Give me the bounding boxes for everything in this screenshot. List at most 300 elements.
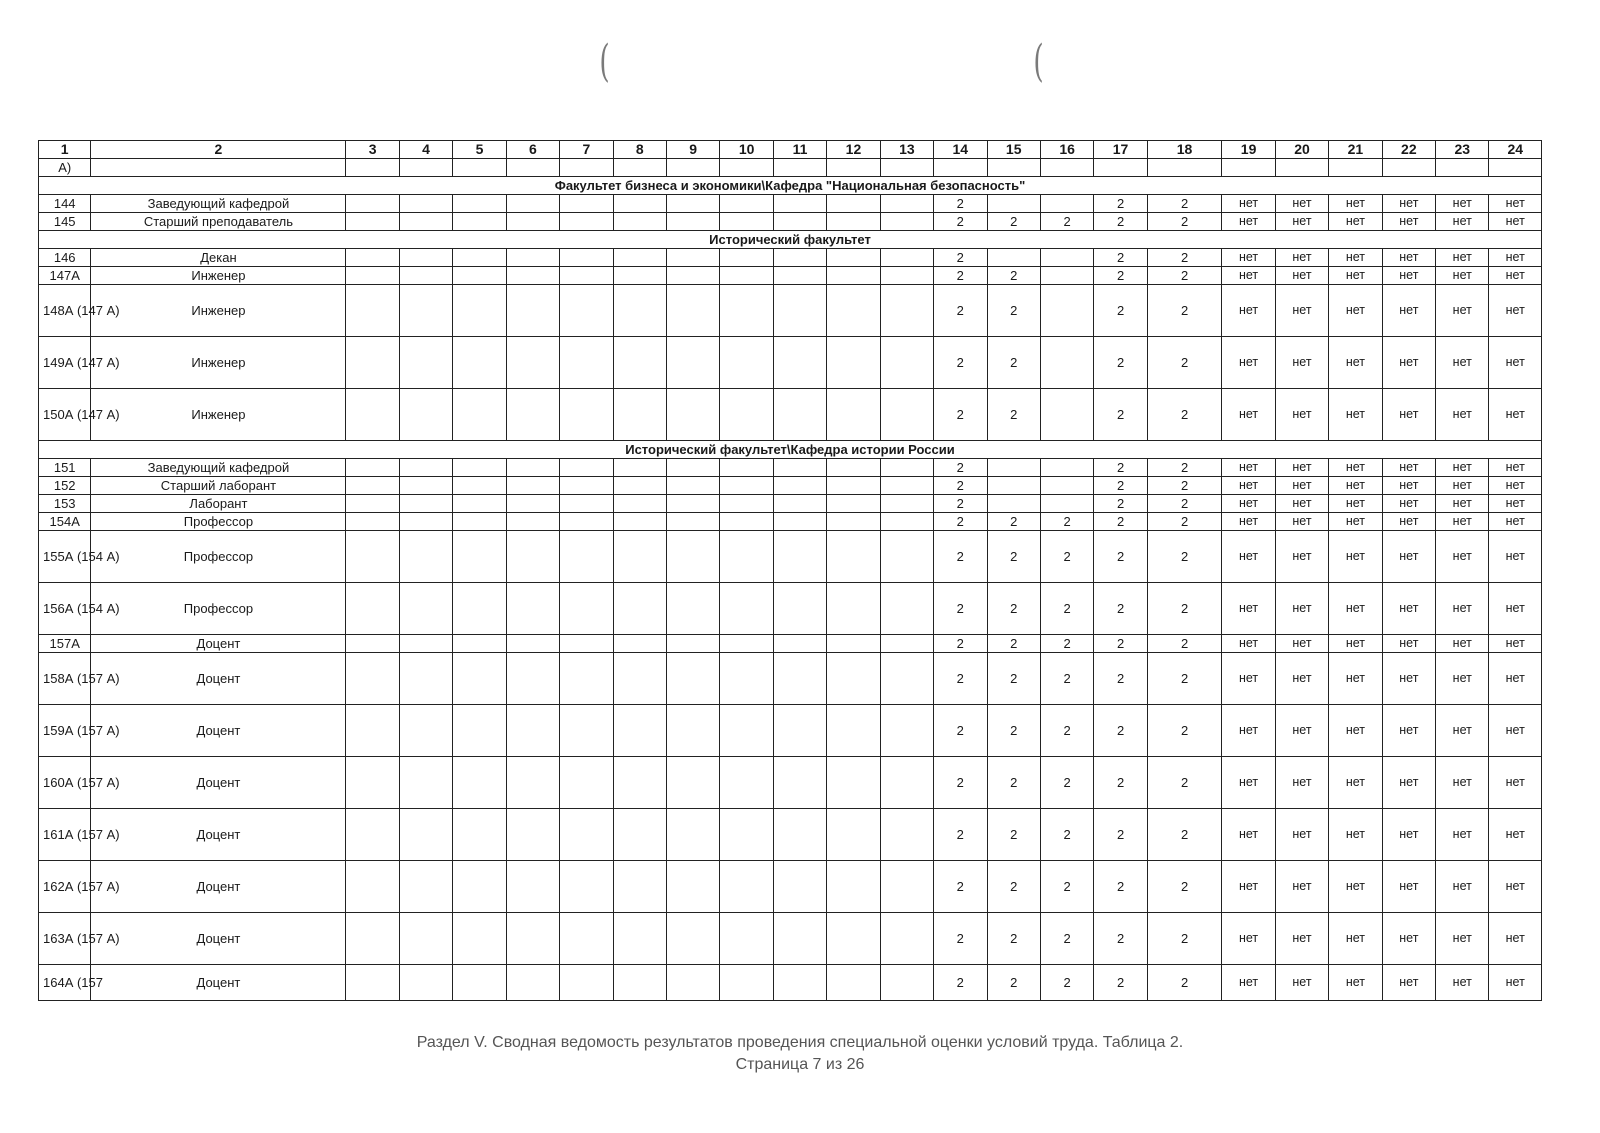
class-col-14: 2 — [934, 635, 987, 653]
class-col-18: 2 — [1147, 513, 1222, 531]
flag-col-19: нет — [1222, 757, 1275, 809]
flag-col-21: нет — [1329, 513, 1382, 531]
class-col-17: 2 — [1094, 635, 1147, 653]
class-col-16: 2 — [1040, 913, 1093, 965]
flag-col-22: нет — [1382, 477, 1435, 495]
class-col-17: 2 — [1094, 477, 1147, 495]
flag-col-20: нет — [1275, 213, 1328, 231]
table-cell — [720, 809, 773, 861]
table-cell — [453, 705, 506, 757]
table-cell — [613, 809, 666, 861]
table-cell — [506, 213, 559, 231]
class-col-18: 2 — [1147, 653, 1222, 705]
class-col-18: 2 — [1147, 635, 1222, 653]
table-cell — [720, 477, 773, 495]
class-col-17: 2 — [1094, 513, 1147, 531]
flag-col-20: нет — [1275, 285, 1328, 337]
table-row — [39, 267, 1542, 285]
table-row — [39, 965, 1542, 1001]
table-cell — [346, 513, 399, 531]
table-cell — [880, 913, 933, 965]
flag-col-22: нет — [1382, 513, 1435, 531]
table-cell — [613, 159, 666, 177]
table-cell — [560, 389, 613, 441]
class-col-18: 2 — [1147, 495, 1222, 513]
table-cell — [827, 583, 880, 635]
table-cell — [560, 195, 613, 213]
table-cell — [613, 389, 666, 441]
class-col-15: 2 — [987, 213, 1040, 231]
flag-col-19: нет — [1222, 513, 1275, 531]
table-cell — [880, 195, 933, 213]
table-cell — [560, 705, 613, 757]
table-cell — [827, 459, 880, 477]
flag-col-20: нет — [1275, 809, 1328, 861]
table-cell — [346, 213, 399, 231]
flag-col-19: нет — [1222, 495, 1275, 513]
position-name: Лаборант — [91, 495, 346, 513]
table-cell — [880, 495, 933, 513]
table-cell — [399, 757, 452, 809]
section-title: Исторический факультет — [39, 231, 1542, 249]
class-col-18: 2 — [1147, 809, 1222, 861]
class-col-14: 2 — [934, 653, 987, 705]
table-cell — [827, 267, 880, 285]
table-cell — [666, 249, 719, 267]
table-row — [39, 477, 1542, 495]
table-cell — [1436, 159, 1489, 177]
table-cell — [346, 583, 399, 635]
flag-col-22: нет — [1382, 249, 1435, 267]
table-cell — [613, 965, 666, 1001]
table-cell — [506, 635, 559, 653]
flag-col-20: нет — [1275, 757, 1328, 809]
table-cell — [666, 705, 719, 757]
flag-col-22: нет — [1382, 635, 1435, 653]
table-cell — [773, 583, 826, 635]
flag-col-19: нет — [1222, 653, 1275, 705]
flag-col-24: нет — [1489, 389, 1542, 441]
position-name: Старший преподаватель — [91, 213, 346, 231]
table-cell — [880, 337, 933, 389]
class-col-16 — [1040, 285, 1093, 337]
flag-col-22: нет — [1382, 653, 1435, 705]
table-cell — [506, 757, 559, 809]
table-cell — [399, 195, 452, 213]
flag-col-23: нет — [1436, 195, 1489, 213]
flag-col-23: нет — [1436, 809, 1489, 861]
table-cell — [346, 249, 399, 267]
class-col-17: 2 — [1094, 861, 1147, 913]
table-cell — [827, 635, 880, 653]
class-col-14: 2 — [934, 861, 987, 913]
column-header: 17 — [1094, 141, 1147, 159]
table-cell — [720, 337, 773, 389]
table-cell — [560, 249, 613, 267]
table-cell — [880, 809, 933, 861]
flag-col-24: нет — [1489, 477, 1542, 495]
column-number-header — [39, 141, 1542, 159]
table-cell — [399, 389, 452, 441]
column-header: 19 — [1222, 141, 1275, 159]
class-col-18: 2 — [1147, 389, 1222, 441]
table-cell — [880, 285, 933, 337]
class-col-17: 2 — [1094, 267, 1147, 285]
table-cell — [720, 635, 773, 653]
class-col-14: 2 — [934, 705, 987, 757]
row-number: 154А — [39, 513, 91, 531]
flag-col-21: нет — [1329, 861, 1382, 913]
table-cell — [720, 913, 773, 965]
class-col-14: 2 — [934, 757, 987, 809]
table-cell — [613, 195, 666, 213]
table-cell — [399, 249, 452, 267]
table-cell — [346, 531, 399, 583]
table-cell — [560, 653, 613, 705]
table-cell — [666, 635, 719, 653]
class-col-18: 2 — [1147, 913, 1222, 965]
row-number: 161А (157 А) — [39, 809, 91, 861]
table-cell — [613, 459, 666, 477]
flag-col-23: нет — [1436, 913, 1489, 965]
flag-col-24: нет — [1489, 513, 1542, 531]
row-number: 151 — [39, 459, 91, 477]
column-header: 14 — [934, 141, 987, 159]
table-cell — [346, 635, 399, 653]
table-cell — [720, 757, 773, 809]
class-col-17: 2 — [1094, 195, 1147, 213]
table-cell — [1489, 159, 1542, 177]
table-cell — [560, 965, 613, 1001]
flag-col-21: нет — [1329, 195, 1382, 213]
table-cell — [346, 809, 399, 861]
table-cell — [880, 249, 933, 267]
table-cell — [346, 495, 399, 513]
table-cell — [827, 653, 880, 705]
table-cell — [453, 459, 506, 477]
class-col-17: 2 — [1094, 531, 1147, 583]
table-cell — [560, 809, 613, 861]
table-cell — [453, 159, 506, 177]
table-cell — [346, 267, 399, 285]
table-cell — [506, 159, 559, 177]
flag-col-20: нет — [1275, 705, 1328, 757]
flag-col-23: нет — [1436, 635, 1489, 653]
column-header: 16 — [1040, 141, 1093, 159]
flag-col-23: нет — [1436, 757, 1489, 809]
column-header: 1 — [39, 141, 91, 159]
table-cell — [880, 861, 933, 913]
class-col-14: 2 — [934, 459, 987, 477]
table-cell — [720, 213, 773, 231]
table-cell — [613, 635, 666, 653]
table-cell — [1382, 159, 1435, 177]
flag-col-22: нет — [1382, 495, 1435, 513]
row-number: 153 — [39, 495, 91, 513]
position-name: Доцент — [91, 757, 346, 809]
table-cell — [613, 337, 666, 389]
row-number: 156А (154 А) — [39, 583, 91, 635]
row-number: 158А (157 А) — [39, 653, 91, 705]
class-col-18: 2 — [1147, 531, 1222, 583]
column-header: 23 — [1436, 141, 1489, 159]
column-header: 18 — [1147, 141, 1222, 159]
class-col-17: 2 — [1094, 337, 1147, 389]
table-cell — [880, 459, 933, 477]
table-cell — [1329, 159, 1382, 177]
table-cell — [773, 285, 826, 337]
column-header: 10 — [720, 141, 773, 159]
flag-col-23: нет — [1436, 965, 1489, 1001]
table-cell — [827, 861, 880, 913]
table-cell — [453, 477, 506, 495]
table-cell — [560, 495, 613, 513]
flag-col-21: нет — [1329, 757, 1382, 809]
class-col-17: 2 — [1094, 389, 1147, 441]
flag-col-21: нет — [1329, 249, 1382, 267]
table-row — [39, 861, 1542, 913]
column-header: 22 — [1382, 141, 1435, 159]
class-col-17: 2 — [1094, 653, 1147, 705]
table-cell — [453, 531, 506, 583]
flag-col-24: нет — [1489, 249, 1542, 267]
table-cell — [453, 337, 506, 389]
flag-col-22: нет — [1382, 531, 1435, 583]
table-cell — [1275, 159, 1328, 177]
table-cell — [773, 809, 826, 861]
table-cell — [666, 809, 719, 861]
class-col-17: 2 — [1094, 583, 1147, 635]
flag-col-22: нет — [1382, 965, 1435, 1001]
flag-col-23: нет — [1436, 477, 1489, 495]
flag-col-24: нет — [1489, 531, 1542, 583]
flag-col-21: нет — [1329, 965, 1382, 1001]
flag-col-23: нет — [1436, 285, 1489, 337]
flag-col-22: нет — [1382, 913, 1435, 965]
table-cell — [506, 285, 559, 337]
table-cell — [453, 495, 506, 513]
table-cell — [880, 635, 933, 653]
table-cell — [827, 285, 880, 337]
table-cell — [560, 757, 613, 809]
table-cell — [666, 159, 719, 177]
class-col-14: 2 — [934, 285, 987, 337]
class-col-15: 2 — [987, 653, 1040, 705]
table-row — [39, 635, 1542, 653]
class-col-14: 2 — [934, 389, 987, 441]
table-cell — [827, 705, 880, 757]
table-cell — [773, 531, 826, 583]
class-col-17: 2 — [1094, 459, 1147, 477]
table-cell — [560, 459, 613, 477]
column-header: 24 — [1489, 141, 1542, 159]
class-col-15: 2 — [987, 757, 1040, 809]
table-cell — [346, 757, 399, 809]
flag-col-21: нет — [1329, 477, 1382, 495]
table-cell — [613, 249, 666, 267]
table-cell — [399, 583, 452, 635]
position-name: Доцент — [91, 809, 346, 861]
flag-col-23: нет — [1436, 267, 1489, 285]
punch-hole-mark-left: ( — [599, 36, 610, 87]
class-col-14: 2 — [934, 513, 987, 531]
row-number: 145 — [39, 213, 91, 231]
class-col-15: 2 — [987, 285, 1040, 337]
table-cell — [827, 195, 880, 213]
flag-col-23: нет — [1436, 653, 1489, 705]
flag-col-22: нет — [1382, 809, 1435, 861]
column-header: 8 — [613, 141, 666, 159]
table-cell — [827, 757, 880, 809]
table-cell — [666, 653, 719, 705]
column-header: 2 — [91, 141, 346, 159]
flag-col-19: нет — [1222, 965, 1275, 1001]
table-row — [39, 705, 1542, 757]
table-cell — [773, 477, 826, 495]
section-title: Факультет бизнеса и экономики\Кафедра "Национальная безопасность" — [39, 177, 1542, 195]
table-row — [39, 583, 1542, 635]
table-cell — [346, 965, 399, 1001]
punch-hole-mark-right: ( — [1033, 36, 1044, 87]
table-cell — [666, 965, 719, 1001]
position-name: Доцент — [91, 653, 346, 705]
flag-col-24: нет — [1489, 495, 1542, 513]
flag-col-20: нет — [1275, 861, 1328, 913]
table-cell — [880, 705, 933, 757]
table-cell — [773, 513, 826, 531]
position-name: Старший лаборант — [91, 477, 346, 495]
class-col-18: 2 — [1147, 477, 1222, 495]
column-header: 12 — [827, 141, 880, 159]
table-cell — [613, 495, 666, 513]
flag-col-19: нет — [1222, 459, 1275, 477]
flag-col-21: нет — [1329, 337, 1382, 389]
class-col-17: 2 — [1094, 913, 1147, 965]
flag-col-19: нет — [1222, 389, 1275, 441]
class-col-15 — [987, 249, 1040, 267]
row-number: 163А (157 А) — [39, 913, 91, 965]
column-header: 5 — [453, 141, 506, 159]
column-header: 21 — [1329, 141, 1382, 159]
table-cell — [506, 705, 559, 757]
class-col-14: 2 — [934, 531, 987, 583]
table-cell — [666, 195, 719, 213]
class-col-18: 2 — [1147, 757, 1222, 809]
table-cell — [880, 213, 933, 231]
table-cell — [506, 459, 559, 477]
table-cell — [453, 861, 506, 913]
class-col-15 — [987, 195, 1040, 213]
flag-col-24: нет — [1489, 583, 1542, 635]
table-cell — [346, 337, 399, 389]
class-col-15: 2 — [987, 337, 1040, 389]
table-cell — [880, 965, 933, 1001]
flag-col-23: нет — [1436, 583, 1489, 635]
flag-col-22: нет — [1382, 459, 1435, 477]
flag-col-24: нет — [1489, 267, 1542, 285]
class-col-15: 2 — [987, 809, 1040, 861]
flag-col-19: нет — [1222, 249, 1275, 267]
table-cell — [346, 285, 399, 337]
class-col-16: 2 — [1040, 513, 1093, 531]
table-cell — [346, 477, 399, 495]
position-name: Доцент — [91, 635, 346, 653]
position-name: Заведующий кафедрой — [91, 195, 346, 213]
flag-col-24: нет — [1489, 635, 1542, 653]
column-header: 4 — [399, 141, 452, 159]
flag-col-20: нет — [1275, 635, 1328, 653]
table-cell — [399, 495, 452, 513]
flag-col-23: нет — [1436, 861, 1489, 913]
table-cell — [560, 861, 613, 913]
table-cell — [666, 337, 719, 389]
class-col-14: 2 — [934, 809, 987, 861]
position-name: Инженер — [91, 337, 346, 389]
row-number: 146 — [39, 249, 91, 267]
table-cell — [506, 583, 559, 635]
class-col-17: 2 — [1094, 705, 1147, 757]
row-number: 159А (157 А) — [39, 705, 91, 757]
class-col-18: 2 — [1147, 861, 1222, 913]
table-cell — [666, 583, 719, 635]
class-col-16 — [1040, 249, 1093, 267]
table-cell — [346, 195, 399, 213]
table-cell — [453, 809, 506, 861]
flag-col-19: нет — [1222, 809, 1275, 861]
flag-col-20: нет — [1275, 477, 1328, 495]
position-name: Инженер — [91, 267, 346, 285]
class-col-15: 2 — [987, 635, 1040, 653]
flag-col-19: нет — [1222, 531, 1275, 583]
class-col-17: 2 — [1094, 249, 1147, 267]
position-name: Декан — [91, 249, 346, 267]
class-col-16: 2 — [1040, 635, 1093, 653]
class-col-16 — [1040, 389, 1093, 441]
table-cell — [666, 513, 719, 531]
table-cell — [666, 531, 719, 583]
flag-col-21: нет — [1329, 213, 1382, 231]
table-cell — [346, 705, 399, 757]
table-cell — [613, 267, 666, 285]
table-row — [39, 459, 1542, 477]
table-cell — [346, 389, 399, 441]
table-row — [39, 757, 1542, 809]
table-cell — [720, 285, 773, 337]
table-cell — [987, 159, 1040, 177]
flag-col-24: нет — [1489, 337, 1542, 389]
table-cell — [1040, 159, 1093, 177]
table-row — [39, 513, 1542, 531]
section-title: Исторический факультет\Кафедра истории России — [39, 441, 1542, 459]
class-col-18: 2 — [1147, 285, 1222, 337]
table-cell — [560, 267, 613, 285]
flag-col-24: нет — [1489, 809, 1542, 861]
flag-col-20: нет — [1275, 337, 1328, 389]
flag-col-22: нет — [1382, 583, 1435, 635]
column-header: 11 — [773, 141, 826, 159]
table-cell — [613, 285, 666, 337]
page-number: Страница 7 из 26 — [735, 1056, 865, 1073]
table-row — [39, 653, 1542, 705]
table-cell — [827, 513, 880, 531]
class-col-14: 2 — [934, 267, 987, 285]
results-table — [38, 140, 1542, 1001]
table-cell — [613, 757, 666, 809]
table-cell — [399, 477, 452, 495]
flag-col-23: нет — [1436, 213, 1489, 231]
column-header: 3 — [346, 141, 399, 159]
class-col-14: 2 — [934, 583, 987, 635]
